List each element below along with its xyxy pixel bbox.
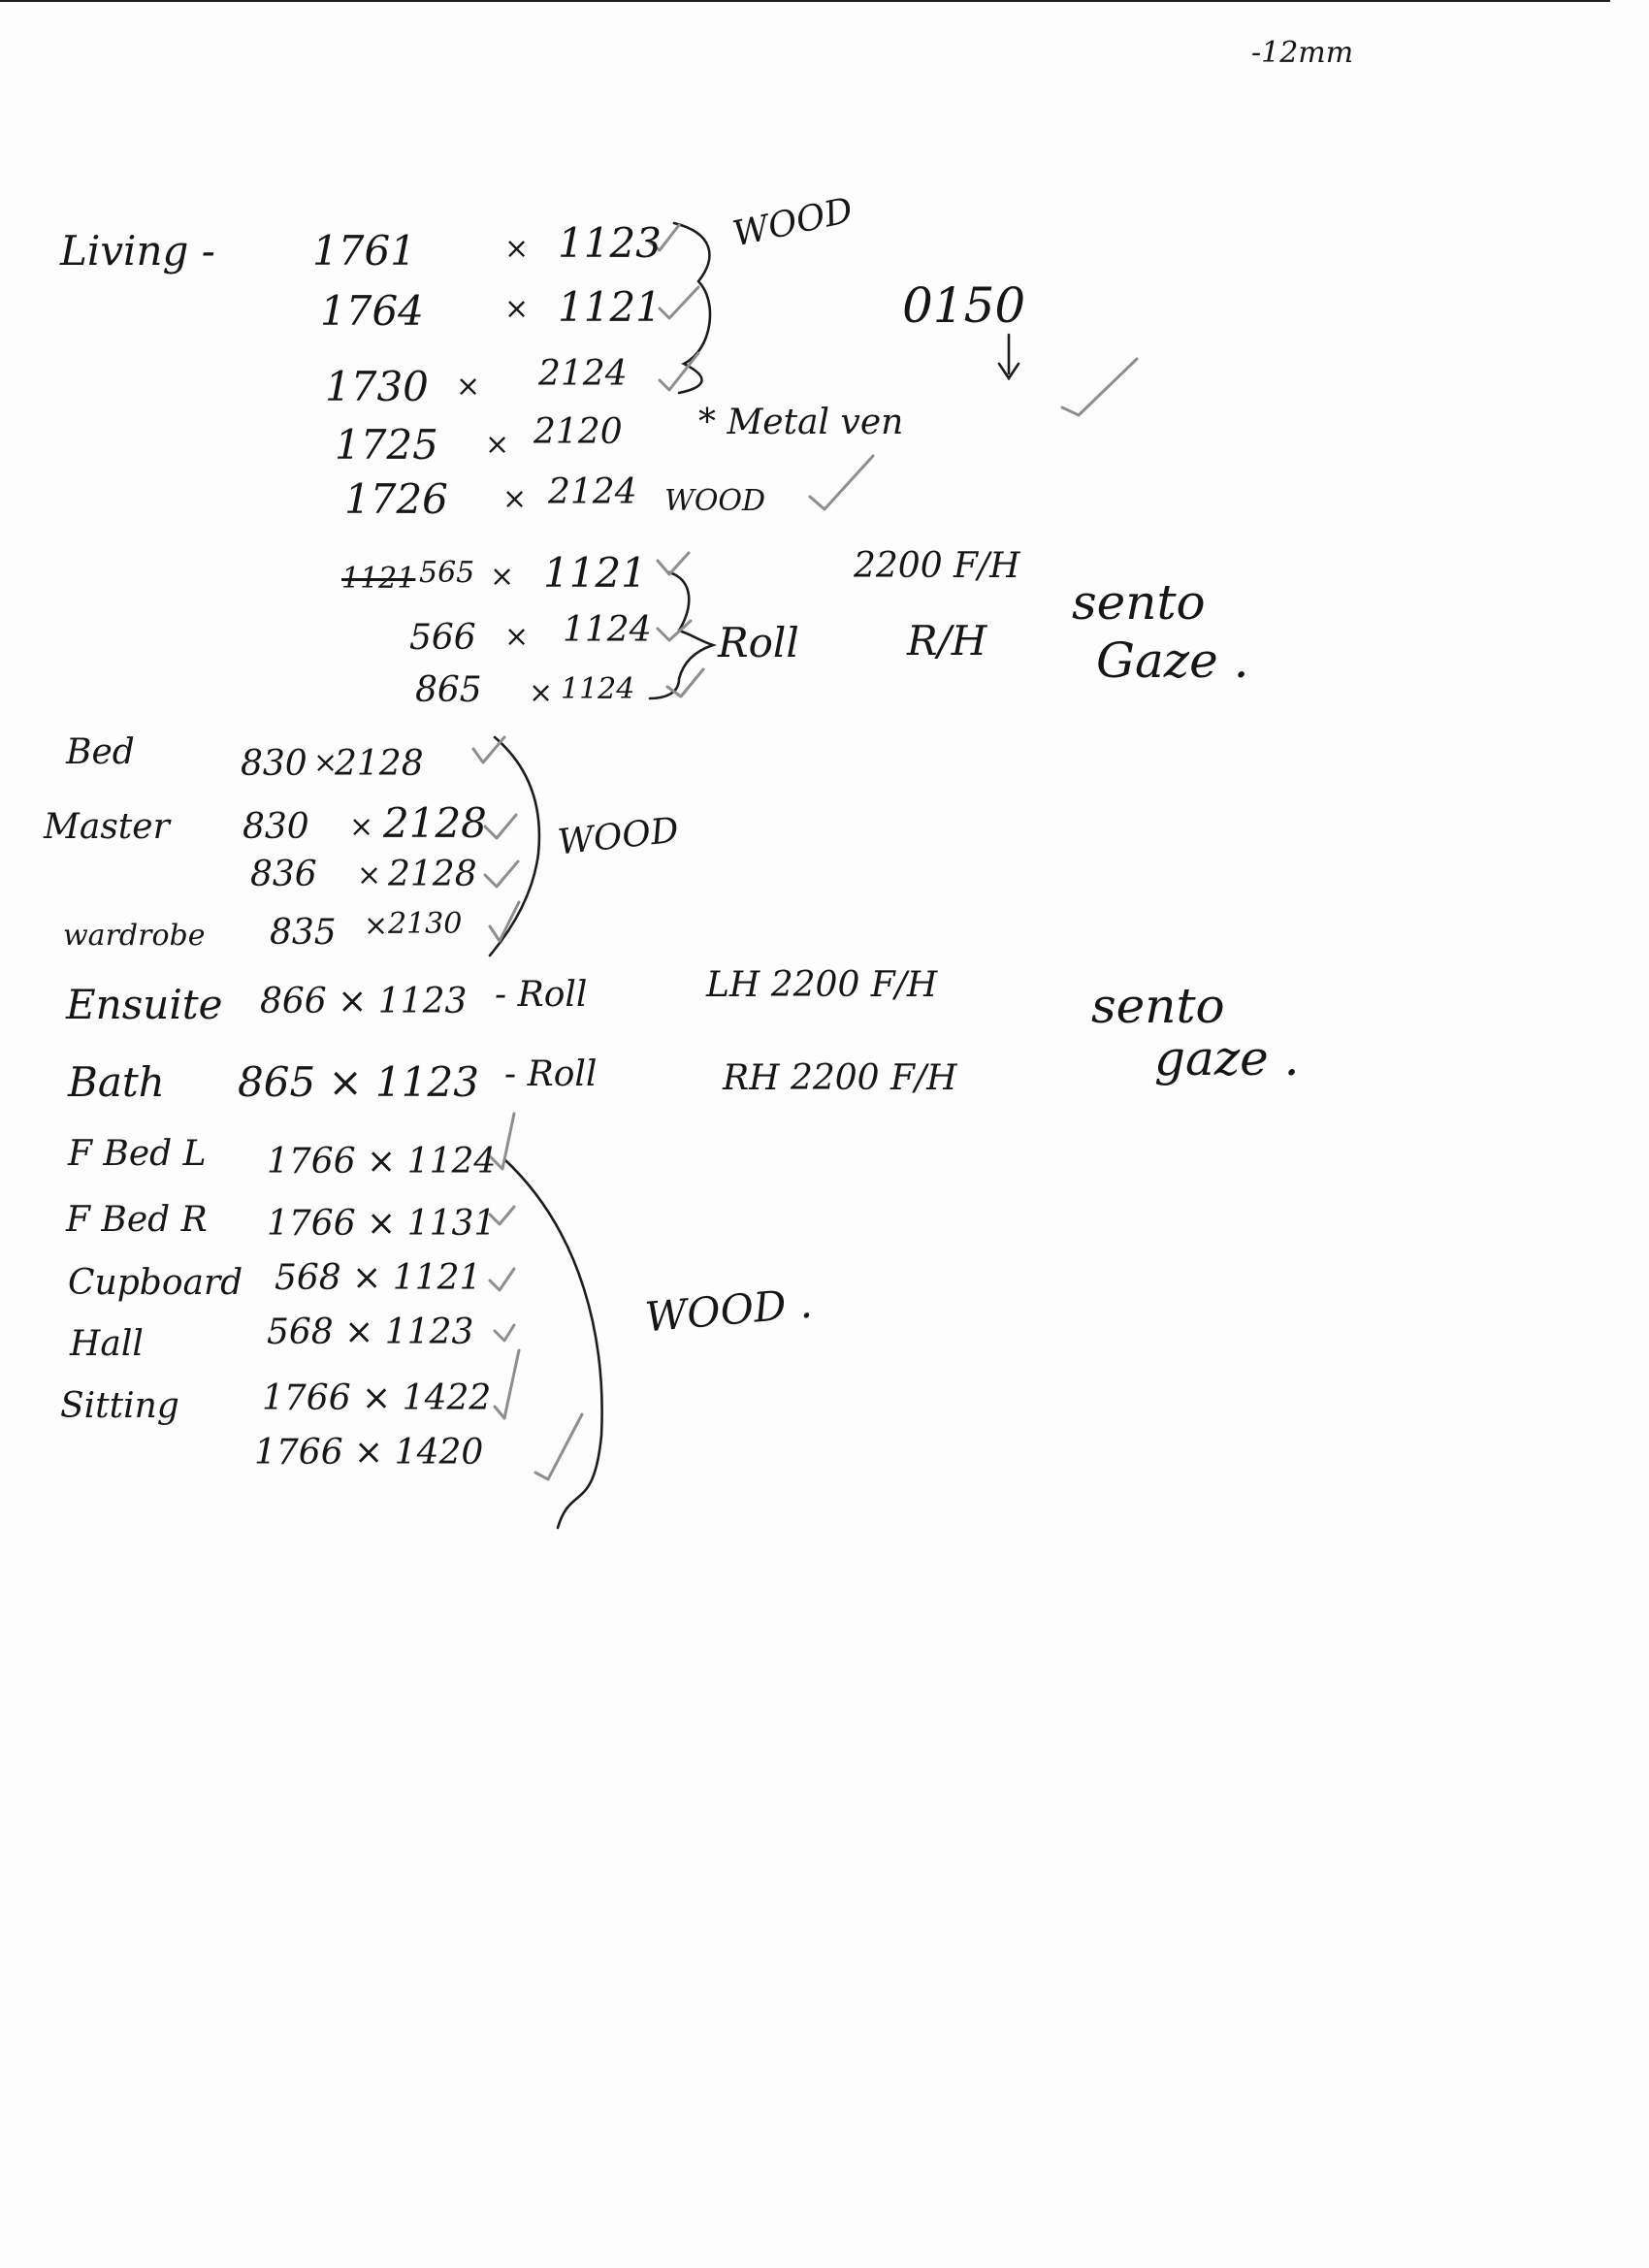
check-mark: [658, 553, 689, 574]
bed-w-2: 830: [242, 807, 309, 847]
check-mark: [660, 287, 698, 318]
lower-size-5: 1766 × 1422: [262, 1378, 492, 1418]
living-w-5: 1726: [344, 475, 448, 523]
roll-x-2: ×: [504, 620, 530, 654]
living-h-4: 2120: [534, 412, 623, 452]
bed-w-4: 835: [270, 913, 337, 953]
living-metal: * Metal ven: [698, 403, 904, 442]
check-mark: [1062, 359, 1137, 415]
living-w-4: 1725: [335, 421, 438, 469]
check-mark: [810, 456, 873, 509]
living-w-3: 1730: [325, 363, 429, 410]
living-w-1: 1761: [312, 227, 416, 275]
check-mark: [473, 737, 504, 762]
living-h-1: 1123: [558, 219, 662, 267]
bed-h-3: 2128: [388, 855, 477, 894]
living-x-4: ×: [485, 428, 510, 462]
label-wardrobe: wardrobe: [63, 919, 206, 953]
roll-h-2: 1124: [563, 610, 652, 650]
check-mark: [495, 1325, 514, 1341]
roll-w-2: 566: [409, 618, 476, 658]
check-mark: [535, 1414, 582, 1479]
roll-w-3: 865: [415, 670, 482, 710]
bath-roll: - Roll: [504, 1054, 598, 1094]
arrow-0150: [999, 335, 1018, 378]
roll-w-1: 565: [419, 556, 475, 590]
corner-note: -12mm: [1251, 36, 1354, 70]
lower-size-3: 568 × 1121: [275, 1258, 482, 1298]
roll-label: Roll: [718, 619, 799, 666]
bath-size: 865 × 1123: [238, 1058, 479, 1106]
bed-x-2: ×: [349, 810, 374, 844]
lower-label-5: Sitting: [60, 1386, 179, 1426]
check-mark: [495, 1350, 519, 1418]
lower-size-2: 1766 × 1131: [267, 1204, 497, 1244]
living-h-2: 1121: [558, 283, 662, 331]
check-mark: [490, 1269, 514, 1290]
roll-h-1: 1121: [543, 549, 647, 597]
lower-label-1: F Bed L: [68, 1134, 207, 1174]
label-ensuite: Ensuite: [66, 981, 223, 1028]
check-mark: [658, 621, 691, 640]
living-w-2: 1764: [320, 287, 424, 335]
label-living: Living -: [60, 227, 215, 275]
bed-h-4: 2130: [388, 907, 463, 941]
bed-x-4: ×: [364, 909, 389, 943]
living-h-5: 2124: [548, 472, 637, 512]
label-bath: Bath: [68, 1058, 165, 1106]
brace-roll: [650, 572, 713, 698]
living-strike: 1121: [341, 562, 416, 596]
bed-w-1: 830: [241, 744, 307, 784]
lower-size-1: 1766 × 1124: [267, 1142, 497, 1182]
brace-bed-wood: [490, 737, 539, 956]
lower-label-3: Cupboard: [68, 1263, 243, 1303]
roll-x-1: ×: [490, 560, 515, 594]
living-gaze: Gaze .: [1096, 632, 1249, 689]
bed-wood: WOOD: [556, 810, 681, 863]
living-fh: 2200 F/H: [854, 546, 1020, 586]
bed-x-1: ×: [313, 746, 339, 780]
living-hand: R/H: [907, 617, 987, 664]
bed-h-2: 2128: [383, 799, 487, 847]
living-wood-2: WOOD: [664, 484, 766, 518]
roll-x-3: ×: [529, 676, 554, 710]
label-bed: Bed: [66, 732, 135, 772]
living-h-3: 2124: [538, 354, 628, 394]
check-mark: [660, 353, 698, 390]
living-wood-1: WOOD: [728, 190, 857, 255]
sento-2: sento: [1091, 978, 1225, 1034]
lower-size-4: 568 × 1123: [267, 1312, 474, 1352]
lower-label-4: Hall: [70, 1324, 144, 1364]
living-x-3: ×: [456, 370, 481, 404]
living-code: 0150: [902, 277, 1026, 334]
living-x-2: ×: [504, 292, 530, 326]
ensuite-roll: - Roll: [495, 975, 588, 1015]
living-x-1: ×: [504, 232, 530, 266]
check-mark: [667, 669, 703, 697]
ensuite-size: 866 × 1123: [260, 982, 468, 1021]
label-master: Master: [44, 807, 170, 847]
living-sento: sento: [1072, 574, 1206, 631]
bed-h-1: 2128: [335, 744, 424, 784]
check-mark: [485, 861, 518, 887]
check-mark: [485, 815, 516, 838]
bed-x-3: ×: [357, 859, 382, 892]
living-x-5: ×: [502, 482, 528, 516]
lower-size-6: 1766 × 1420: [254, 1433, 484, 1473]
gaze-2: gaze .: [1154, 1030, 1300, 1086]
lower-wood: WOOD .: [643, 1279, 815, 1342]
lower-label-2: F Bed R: [66, 1200, 208, 1240]
ensuite-hand: LH 2200 F/H: [706, 965, 938, 1005]
bath-hand: RH 2200 F/H: [723, 1058, 957, 1098]
bed-w-3: 836: [250, 855, 317, 894]
roll-h-3: 1124: [561, 672, 635, 706]
